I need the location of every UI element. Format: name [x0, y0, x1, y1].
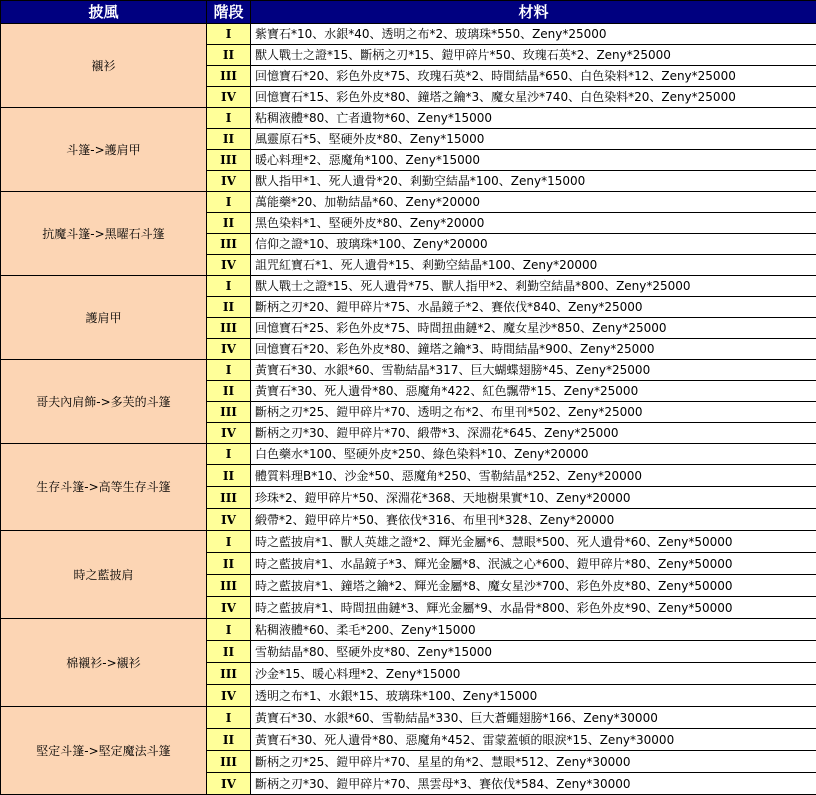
- item-name: 護肩甲: [1, 276, 207, 360]
- tier-cell: III: [207, 66, 251, 87]
- tier-cell: III: [207, 663, 251, 685]
- tier-cell: IV: [207, 339, 251, 360]
- materials-cell: 斷柄之刃*25、鎧甲碎片*70、透明之布*2、布里刊*502、Zeny*25000: [251, 402, 816, 423]
- tier-cell: IV: [207, 597, 251, 619]
- tier-cell: I: [207, 276, 251, 297]
- materials-cell: 風靈原石*5、堅硬外皮*80、Zeny*15000: [251, 129, 816, 150]
- materials-cell: 雪勒結晶*80、堅硬外皮*80、Zeny*15000: [251, 641, 816, 663]
- tier-cell: I: [207, 108, 251, 129]
- header-materials: 材料: [251, 1, 816, 24]
- materials-cell: 獸人戰士之證*15、死人遺骨*75、獸人指甲*2、剎勤空結晶*800、Zeny*25000: [251, 276, 816, 297]
- tier-cell: II: [207, 213, 251, 234]
- table-row: [1, 276, 816, 297]
- materials-cell: 白色藥水*100、堅硬外皮*250、綠色染料*10、Zeny*20000: [251, 444, 816, 465]
- item-name: 哥夫內肩飾->多芙的斗篷: [1, 360, 207, 444]
- tier-cell: II: [207, 297, 251, 318]
- tier-cell: IV: [207, 423, 251, 444]
- tier-cell: I: [207, 531, 251, 553]
- table-row: [1, 360, 816, 381]
- tier-cell: II: [207, 45, 251, 66]
- materials-cell: 黃寶石*30、死人遺骨*80、惡魔角*422、紅色飄帶*15、Zeny*25000: [251, 381, 816, 402]
- table-row: [1, 444, 816, 465]
- tier-cell: IV: [207, 171, 251, 192]
- item-name: 襯衫: [1, 24, 207, 108]
- tier-cell: IV: [207, 773, 251, 795]
- materials-cell: 黃寶石*30、水銀*60、雪勒結晶*330、巨大蒼蠅翅膀*166、Zeny*30000: [251, 707, 816, 729]
- materials-cell: 時之藍披肩*1、獸人英雄之證*2、輝光金屬*6、慧眼*500、死人遺骨*60、Zeny*50000: [251, 531, 816, 553]
- materials-cell: 斷柄之刃*25、鎧甲碎片*70、星星的角*2、慧眼*512、Zeny*30000: [251, 751, 816, 773]
- header-tier: 階段: [207, 1, 251, 24]
- tier-cell: II: [207, 465, 251, 487]
- table-row: [1, 531, 816, 553]
- table-row: [1, 192, 816, 213]
- header-row: [1, 1, 816, 24]
- header-cloak: 披風: [1, 1, 207, 24]
- item-name: 時之藍披肩: [1, 531, 207, 619]
- materials-cell: 沙金*15、暖心料理*2、Zeny*15000: [251, 663, 816, 685]
- table-row: [1, 619, 816, 641]
- materials-cell: 詛咒紅寶石*1、死人遺骨*15、剎勤空結晶*100、Zeny*20000: [251, 255, 816, 276]
- materials-cell: 粘稠液體*80、亡者遺物*60、Zeny*15000: [251, 108, 816, 129]
- tier-cell: I: [207, 360, 251, 381]
- materials-cell: 黃寶石*30、水銀*60、雪勒結晶*317、巨大蝴蝶翅膀*45、Zeny*25000: [251, 360, 816, 381]
- materials-cell: 獸人戰士之證*15、斷柄之刃*15、鎧甲碎片*50、玫瑰石英*2、Zeny*25000: [251, 45, 816, 66]
- tier-cell: III: [207, 150, 251, 171]
- tier-cell: II: [207, 641, 251, 663]
- tier-cell: II: [207, 129, 251, 150]
- materials-cell: 斷柄之刃*20、鎧甲碎片*75、水晶鏡子*2、賽依伐*840、Zeny*25000: [251, 297, 816, 318]
- tier-cell: II: [207, 553, 251, 575]
- tier-cell: IV: [207, 255, 251, 276]
- tier-cell: III: [207, 402, 251, 423]
- tier-cell: IV: [207, 509, 251, 531]
- table-row: [1, 707, 816, 729]
- item-name: 棉襯衫->襯衫: [1, 619, 207, 707]
- materials-cell: 斷柄之刃*30、鎧甲碎片*70、緞帶*3、深淵花*645、Zeny*25000: [251, 423, 816, 444]
- tier-cell: I: [207, 24, 251, 45]
- tier-cell: I: [207, 707, 251, 729]
- materials-cell: 時之藍披肩*1、時間扭曲鏈*3、輝光金屬*9、水晶骨*800、彩色外皮*90、Zeny*50000: [251, 597, 816, 619]
- tier-cell: I: [207, 619, 251, 641]
- tier-cell: III: [207, 234, 251, 255]
- tier-cell: IV: [207, 87, 251, 108]
- tier-cell: III: [207, 487, 251, 509]
- item-name: 生存斗篷->高等生存斗篷: [1, 444, 207, 531]
- item-name: 斗篷->護肩甲: [1, 108, 207, 192]
- materials-cell: 體質料理B*10、沙金*50、惡魔角*250、雪勒結晶*252、Zeny*20000: [251, 465, 816, 487]
- tier-cell: III: [207, 318, 251, 339]
- table-row: [1, 24, 816, 45]
- tier-cell: II: [207, 729, 251, 751]
- materials-cell: 信仰之證*10、玻璃珠*100、Zeny*20000: [251, 234, 816, 255]
- table-row: [1, 108, 816, 129]
- tier-cell: IV: [207, 685, 251, 707]
- materials-cell: 時之藍披肩*1、水晶鏡子*3、輝光金屬*8、泯滅之心*600、鎧甲碎片*80、Zeny*50000: [251, 553, 816, 575]
- tier-cell: II: [207, 381, 251, 402]
- materials-cell: 回憶寶石*20、彩色外皮*80、鐘塔之鑰*3、時間結晶*900、Zeny*25000: [251, 339, 816, 360]
- tier-cell: I: [207, 192, 251, 213]
- tier-cell: III: [207, 575, 251, 597]
- materials-cell: 時之藍披肩*1、鐘塔之鑰*2、輝光金屬*8、魔女星沙*700、彩色外皮*80、Zeny*50000: [251, 575, 816, 597]
- tier-cell: I: [207, 444, 251, 465]
- materials-cell: 黑色染料*1、堅硬外皮*80、Zeny*20000: [251, 213, 816, 234]
- materials-cell: 緞帶*2、鎧甲碎片*50、賽依伐*316、布里刊*328、Zeny*20000: [251, 509, 816, 531]
- materials-cell: 獸人指甲*1、死人遺骨*20、剎勤空結晶*100、Zeny*15000: [251, 171, 816, 192]
- materials-cell: 萬能藥*20、加勒結晶*60、Zeny*20000: [251, 192, 816, 213]
- materials-cell: 回憶寶石*20、彩色外皮*75、玫瑰石英*2、時間結晶*650、白色染料*12、Zeny*25000: [251, 66, 816, 87]
- tier-cell: III: [207, 751, 251, 773]
- materials-cell: 珍珠*2、鎧甲碎片*50、深淵花*368、天地樹果實*10、Zeny*20000: [251, 487, 816, 509]
- materials-cell: 斷柄之刃*30、鎧甲碎片*70、黑雲母*3、賽依伐*584、Zeny*30000: [251, 773, 816, 795]
- materials-cell: 紫寶石*10、水銀*40、透明之布*2、玻璃珠*550、Zeny*25000: [251, 24, 816, 45]
- item-name: 抗魔斗篷->黑曜石斗篷: [1, 192, 207, 276]
- materials-cell: 粘稠液體*60、柔毛*200、Zeny*15000: [251, 619, 816, 641]
- materials-cell: 暖心料理*2、惡魔角*100、Zeny*15000: [251, 150, 816, 171]
- materials-cell: 回憶寶石*15、彩色外皮*80、鐘塔之鑰*3、魔女星沙*740、白色染料*20、Zeny*25000: [251, 87, 816, 108]
- item-name: 堅定斗篷->堅定魔法斗篷: [1, 707, 207, 795]
- materials-cell: 回憶寶石*25、彩色外皮*75、時間扭曲鏈*2、魔女星沙*850、Zeny*25000: [251, 318, 816, 339]
- materials-cell: 黃寶石*30、死人遺骨*80、惡魔角*452、雷蒙蓋頓的眼淚*15、Zeny*30000: [251, 729, 816, 751]
- materials-cell: 透明之布*1、水銀*15、玻璃珠*100、Zeny*15000: [251, 685, 816, 707]
